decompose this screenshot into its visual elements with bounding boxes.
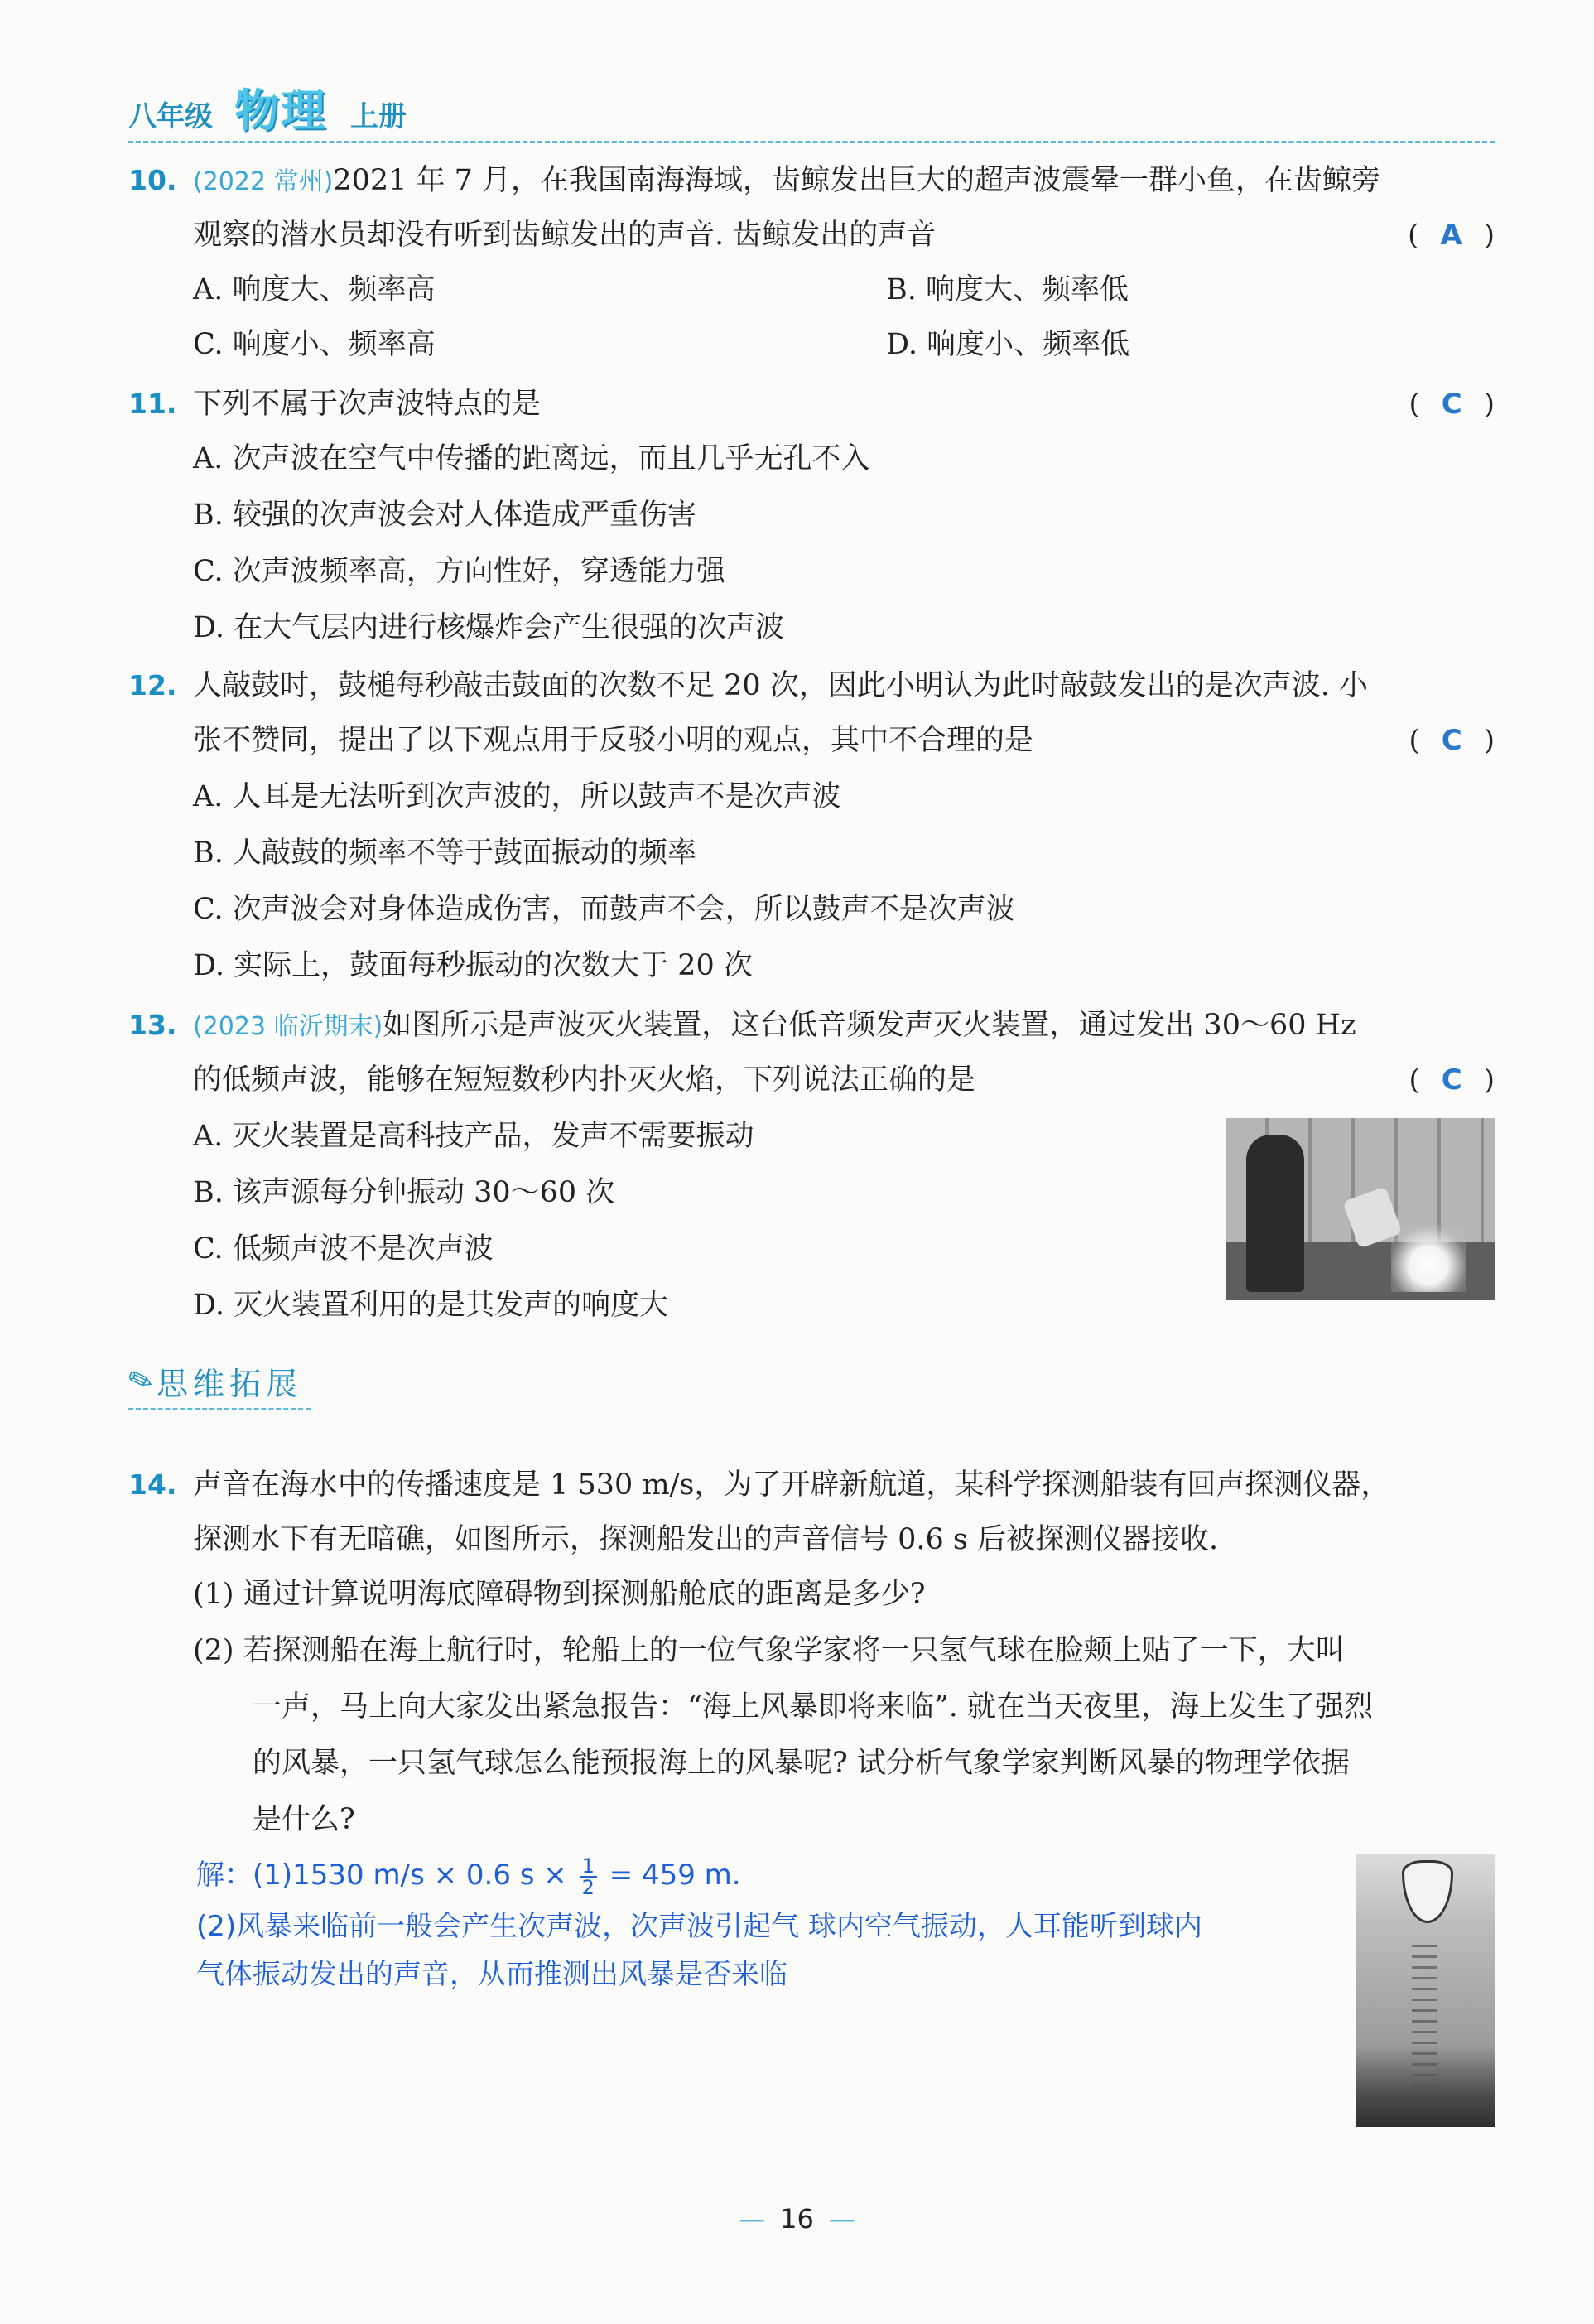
option-a: A. 次声波在空气中传播的距离远，而且几乎无孔不入 bbox=[193, 442, 870, 475]
header-grade: 八年级 bbox=[128, 100, 213, 133]
option-d: D. 灭火装置利用的是其发声的响度大 bbox=[193, 1289, 669, 1322]
question-text: 2021 年 7 月，在我国南海海域，齿鲸发出巨大的超声波震晕一群小鱼，在齿鲸旁 bbox=[333, 164, 1381, 197]
question-number: 12. bbox=[128, 669, 177, 702]
question-text: 下列不属于次声波特点的是 bbox=[193, 388, 542, 421]
sound-extinguisher-photo bbox=[1226, 1118, 1495, 1300]
header-volume: 上册 bbox=[350, 100, 407, 133]
page-header bbox=[128, 84, 1495, 143]
option-d: D. 在大气层内进行核爆炸会产生很强的次声波 bbox=[193, 611, 785, 644]
question-11 bbox=[128, 377, 1495, 644]
option-c: C. 次声波频率高，方向性好，穿透能力强 bbox=[193, 555, 725, 588]
question-text: 探测水下有无暗礁，如图所示，探测船发出的声音信号 0.6 s 后被探测仪器接收. bbox=[193, 1523, 1219, 1556]
subquestion-2-cont: 是什么? bbox=[253, 1803, 355, 1836]
question-number: 13. bbox=[128, 1009, 177, 1041]
option-d: D. 实际上，鼓面每秒振动的次数大于 20 次 bbox=[193, 949, 753, 982]
option-b: B. 响度大、频率低 bbox=[886, 273, 1129, 306]
page-number: — 16 — bbox=[739, 2203, 855, 2235]
option-c: C. 低频声波不是次声波 bbox=[193, 1232, 494, 1266]
option-c: C. 响度小、频率高 bbox=[193, 328, 436, 361]
question-10 bbox=[128, 153, 1495, 361]
solution-suffix: = 459 m. bbox=[609, 1859, 741, 1892]
section-header bbox=[123, 1358, 311, 1410]
question-text: 如图所示是声波灭火装置，这台低音频发声灭火装置，通过发出 30～60 Hz bbox=[383, 1009, 1356, 1042]
answer-bracket: ( C ) bbox=[1409, 388, 1495, 421]
subquestion-2: (2) 若探测船在海上航行时，轮船上的一位气象学家将一只氢气球在脸颊上贴了一下，大叫 bbox=[193, 1634, 1345, 1667]
subquestion-2-cont: 一声，马上向大家发出紧急报告：“海上风暴即将来临”. 就在当天夜里，海上发生了强烈 bbox=[253, 1690, 1374, 1724]
option-b: B. 较强的次声波会对人体造成严重伤害 bbox=[193, 499, 696, 532]
question-text: 观察的潜水员却没有听到齿鲸发出的声音. 齿鲸发出的声音 bbox=[193, 219, 937, 252]
answer-letter: A bbox=[1440, 219, 1462, 252]
option-a: A. 响度大、频率高 bbox=[193, 273, 436, 306]
header-subject: 物理 bbox=[234, 84, 327, 137]
solution-part1 bbox=[196, 1852, 741, 1897]
solution-prefix: 解：(1)1530 m/s × 0.6 s × bbox=[196, 1859, 567, 1892]
fraction bbox=[580, 1856, 597, 1897]
solution-part2-line2: 气体振动发出的声音，从而推测出风暴是否来临 bbox=[196, 1958, 787, 1991]
question-12 bbox=[128, 658, 1495, 982]
question-text: 张不赞同，提出了以下观点用于反驳小明的观点，其中不合理的是 bbox=[193, 724, 1034, 757]
solution-part2-line1: (2)风暴来临前一般会产生次声波，次声波引起气 球内空气振动，人耳能听到球内 bbox=[196, 1910, 1202, 1943]
answer-bracket: ( C ) bbox=[1409, 1063, 1495, 1097]
question-number: 14. bbox=[128, 1468, 177, 1501]
option-a: A. 人耳是无法听到次声波的，所以鼓声不是次声波 bbox=[193, 780, 841, 813]
option-b: B. 人敲鼓的频率不等于鼓面振动的频率 bbox=[193, 837, 696, 870]
question-source: (2023 临沂期末) bbox=[193, 1012, 383, 1041]
section-title: 思维拓展 bbox=[157, 1366, 303, 1402]
question-14 bbox=[128, 1458, 1495, 1836]
question-text: 的低频声波，能够在短短数秒内扑灭火焰，下列说法正确的是 bbox=[193, 1063, 976, 1097]
answer-letter: C bbox=[1441, 1063, 1462, 1097]
option-a: A. 灭火装置是高科技产品，发声不需要振动 bbox=[193, 1120, 754, 1153]
pencil-icon: ✎ bbox=[123, 1361, 159, 1401]
answer-bracket: ( A ) bbox=[1408, 219, 1495, 252]
answer-bracket: ( C ) bbox=[1409, 724, 1495, 757]
question-text: 人敲鼓时，鼓槌每秒敲击鼓面的次数不足 20 次，因此小明认为此时敲鼓发出的是次声波. 小 bbox=[193, 669, 1369, 702]
question-text: 声音在海水中的传播速度是 1 530 m/s，为了开辟新航道，某科学探测船装有回声探测仪器， bbox=[193, 1468, 1390, 1502]
page-number-value: 16 bbox=[780, 2203, 814, 2235]
fraction-numerator: 1 bbox=[580, 1856, 597, 1878]
question-number: 10. bbox=[128, 164, 177, 196]
question-13 bbox=[128, 998, 1495, 1322]
subquestion-2-cont: 的风暴，一只氢气球怎么能预报海上的风暴呢? 试分析气象学家判断风暴的物理学依据 bbox=[253, 1747, 1350, 1780]
sonar-ship-illustration bbox=[1356, 1854, 1495, 2127]
question-source: (2022 常州) bbox=[193, 167, 334, 196]
option-b: B. 该声源每分钟振动 30～60 次 bbox=[193, 1176, 615, 1209]
answer-letter: C bbox=[1441, 724, 1462, 757]
option-c: C. 次声波会对身体造成伤害，而鼓声不会，所以鼓声不是次声波 bbox=[193, 893, 1015, 926]
question-number: 11. bbox=[128, 388, 177, 420]
option-d: D. 响度小、频率低 bbox=[886, 328, 1130, 361]
fraction-denominator: 2 bbox=[581, 1875, 595, 1899]
subquestion-1: (1) 通过计算说明海底障碍物到探测船舱底的距离是多少? bbox=[193, 1578, 926, 1611]
answer-letter: C bbox=[1441, 388, 1462, 421]
